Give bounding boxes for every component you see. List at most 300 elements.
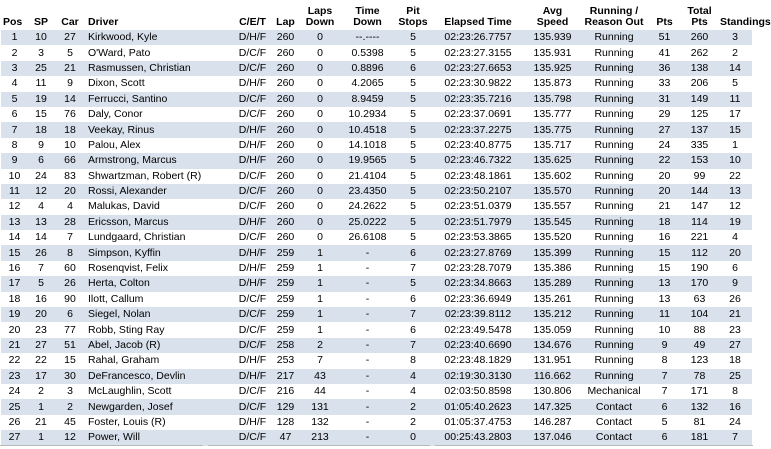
- cell-cet: D/C/F: [234, 430, 271, 445]
- cell-elapsed-time: 02:23:40.8775: [431, 138, 525, 153]
- cell-pit-stops: 5: [395, 45, 431, 60]
- cell-driver: Power, Will: [86, 430, 234, 445]
- cell-lap: 260: [271, 199, 300, 214]
- cell-total-pts: 262: [681, 45, 718, 60]
- cell-laps-down: 0: [300, 92, 340, 107]
- cell-pos: 14: [1, 230, 28, 245]
- cell-lap: 259: [271, 261, 300, 276]
- col-status-line2: Reason Out: [584, 16, 644, 28]
- col-total-pts-line1: Total: [687, 5, 712, 17]
- col-time-down-line1: Time: [355, 5, 380, 17]
- cell-pts: 33: [648, 76, 681, 91]
- cell-status: Mechanical: [580, 384, 648, 399]
- cell-sp: 6: [28, 153, 54, 168]
- cell-avg-speed: 137.046: [525, 430, 580, 445]
- cell-elapsed-time: 02:23:48.1861: [431, 169, 525, 184]
- cell-sp: 21: [28, 415, 54, 430]
- cell-laps-down: 0: [300, 169, 340, 184]
- table-row[interactable]: [1, 307, 752, 322]
- table-row[interactable]: [1, 92, 752, 107]
- cell-sp: 12: [28, 184, 54, 199]
- cell-lap: 260: [271, 61, 300, 76]
- cell-avg-speed: 135.717: [525, 138, 580, 153]
- cell-sp: 9: [28, 138, 54, 153]
- cell-pts: 5: [648, 415, 681, 430]
- cell-lap: 260: [271, 92, 300, 107]
- table-row[interactable]: [1, 338, 752, 353]
- cell-lap: 260: [271, 230, 300, 245]
- cell-avg-speed: 131.951: [525, 353, 580, 368]
- cell-cet: D/C/F: [234, 169, 271, 184]
- cell-pit-stops: 5: [395, 92, 431, 107]
- cell-sp: 14: [28, 230, 54, 245]
- cell-avg-speed: 135.545: [525, 215, 580, 230]
- cell-car: 26: [54, 276, 86, 291]
- cell-pos: 23: [1, 369, 28, 384]
- cell-time-down: 25.0222: [340, 215, 395, 230]
- cell-car: 45: [54, 415, 86, 430]
- cell-elapsed-time: 02:23:50.2107: [431, 184, 525, 199]
- cell-time-down: 26.6108: [340, 230, 395, 245]
- cell-avg-speed: 130.806: [525, 384, 580, 399]
- cell-lap: 129: [271, 399, 300, 414]
- cell-pos: 10: [1, 169, 28, 184]
- cell-sp: 17: [28, 369, 54, 384]
- cell-elapsed-time: 02:23:39.8112: [431, 307, 525, 322]
- cell-driver: Malukas, David: [86, 199, 234, 214]
- cell-sp: 3: [28, 45, 54, 60]
- footer-divider: [208, 445, 430, 446]
- cell-laps-down: 44: [300, 384, 340, 399]
- col-laps-down[interactable]: [300, 3, 340, 30]
- cell-cet: D/C/F: [234, 199, 271, 214]
- cell-pit-stops: 5: [395, 199, 431, 214]
- cell-status: Running: [580, 107, 648, 122]
- cell-lap: 259: [271, 322, 300, 337]
- cell-pts: 24: [648, 138, 681, 153]
- cell-time-down: -: [340, 399, 395, 414]
- cell-sp: 25: [28, 61, 54, 76]
- cell-pit-stops: 5: [395, 122, 431, 137]
- cell-cet: D/C/F: [234, 292, 271, 307]
- cell-status: Running: [580, 307, 648, 322]
- cell-cet: D/C/F: [234, 107, 271, 122]
- cell-standings: 18: [718, 353, 752, 368]
- cell-pit-stops: 2: [395, 415, 431, 430]
- cell-driver: Newgarden, Josef: [86, 399, 234, 414]
- cell-cet: D/C/F: [234, 307, 271, 322]
- table-row[interactable]: [1, 276, 752, 291]
- cell-standings: 24: [718, 415, 752, 430]
- table-row[interactable]: [1, 184, 752, 199]
- cell-sp: 1: [28, 430, 54, 445]
- cell-pit-stops: 5: [395, 138, 431, 153]
- cell-lap: 128: [271, 415, 300, 430]
- cell-laps-down: 43: [300, 369, 340, 384]
- table-row[interactable]: [1, 107, 752, 122]
- cell-car: 5: [54, 45, 86, 60]
- cell-status: Contact: [580, 415, 648, 430]
- cell-laps-down: 0: [300, 199, 340, 214]
- cell-avg-speed: 135.798: [525, 92, 580, 107]
- cell-lap: 216: [271, 384, 300, 399]
- cell-sp: 2: [28, 384, 54, 399]
- cell-pos: 6: [1, 107, 28, 122]
- cell-status: Running: [580, 276, 648, 291]
- col-time-down[interactable]: [340, 3, 395, 30]
- cell-pts: 8: [648, 353, 681, 368]
- col-pit-stops-line2: Stops: [398, 16, 428, 28]
- cell-sp: 13: [28, 215, 54, 230]
- table-row[interactable]: [1, 322, 752, 337]
- cell-lap: 260: [271, 169, 300, 184]
- cell-total-pts: 221: [681, 230, 718, 245]
- table-row[interactable]: [1, 399, 752, 414]
- cell-pit-stops: 7: [395, 261, 431, 276]
- cell-car: 28: [54, 215, 86, 230]
- cell-status: Running: [580, 76, 648, 91]
- cell-cet: D/H/F: [234, 122, 271, 137]
- cell-total-pts: 181: [681, 430, 718, 445]
- cell-lap: 260: [271, 107, 300, 122]
- cell-status: Running: [580, 199, 648, 214]
- table-row[interactable]: [1, 292, 752, 307]
- cell-standings: 14: [718, 61, 752, 76]
- cell-sp: 16: [28, 292, 54, 307]
- cell-pos: 19: [1, 307, 28, 322]
- cell-laps-down: 2: [300, 338, 340, 353]
- cell-sp: 7: [28, 261, 54, 276]
- cell-pit-stops: 5: [395, 153, 431, 168]
- cell-time-down: 0.5398: [340, 45, 395, 60]
- cell-standings: 27: [718, 338, 752, 353]
- table-row[interactable]: [1, 415, 752, 430]
- cell-total-pts: 78: [681, 369, 718, 384]
- cell-sp: 22: [28, 353, 54, 368]
- cell-pos: 2: [1, 45, 28, 60]
- cell-pos: 21: [1, 338, 28, 353]
- cell-cet: D/C/F: [234, 384, 271, 399]
- table-row[interactable]: [1, 369, 752, 384]
- cell-status: Contact: [580, 430, 648, 445]
- cell-time-down: 14.1018: [340, 138, 395, 153]
- cell-avg-speed: 135.520: [525, 230, 580, 245]
- cell-lap: 259: [271, 276, 300, 291]
- table-row[interactable]: [1, 153, 752, 168]
- cell-elapsed-time: 02:23:51.0379: [431, 199, 525, 214]
- cell-standings: 23: [718, 322, 752, 337]
- cell-pit-stops: 7: [395, 338, 431, 353]
- cell-status: Running: [580, 261, 648, 276]
- col-avg-speed-line1: Avg: [542, 5, 563, 17]
- cell-pos: 9: [1, 153, 28, 168]
- cell-laps-down: 1: [300, 245, 340, 260]
- cell-avg-speed: 135.602: [525, 169, 580, 184]
- cell-cet: D/H/F: [234, 369, 271, 384]
- cell-pit-stops: 6: [395, 322, 431, 337]
- cell-status: Running: [580, 61, 648, 76]
- cell-elapsed-time: 02:23:35.7216: [431, 92, 525, 107]
- cell-pts: 22: [648, 153, 681, 168]
- cell-standings: 1: [718, 138, 752, 153]
- table-row[interactable]: [1, 215, 752, 230]
- cell-elapsed-time: 02:23:48.1829: [431, 353, 525, 368]
- col-car[interactable]: Car: [61, 16, 79, 28]
- cell-pts: 15: [648, 261, 681, 276]
- cell-cet: D/H/F: [234, 138, 271, 153]
- cell-elapsed-time: 02:23:46.7322: [431, 153, 525, 168]
- cell-avg-speed: 135.775: [525, 122, 580, 137]
- cell-laps-down: 1: [300, 322, 340, 337]
- col-cet[interactable]: C/E/T: [239, 16, 266, 28]
- cell-car: 30: [54, 369, 86, 384]
- cell-driver: Veekay, Rinus: [86, 122, 234, 137]
- table-header: [1, 3, 771, 30]
- col-sp[interactable]: SP: [33, 16, 48, 28]
- cell-elapsed-time: 02:23:53.3865: [431, 230, 525, 245]
- cell-time-down: 8.9459: [340, 92, 395, 107]
- cell-laps-down: 0: [300, 184, 340, 199]
- cell-pts: 20: [648, 169, 681, 184]
- cell-lap: 259: [271, 307, 300, 322]
- cell-pts: 31: [648, 92, 681, 107]
- cell-sp: 26: [28, 245, 54, 260]
- footer-divider: [0, 445, 203, 446]
- col-pit-stops[interactable]: [395, 3, 431, 30]
- cell-pit-stops: 6: [395, 292, 431, 307]
- cell-time-down: -: [340, 261, 395, 276]
- cell-pts: 7: [648, 384, 681, 399]
- cell-avg-speed: 135.931: [525, 45, 580, 60]
- cell-avg-speed: 135.939: [525, 30, 580, 45]
- cell-driver: DeFrancesco, Devlin: [86, 369, 234, 384]
- table-row[interactable]: [1, 261, 752, 276]
- cell-standings: 11: [718, 92, 752, 107]
- cell-pts: 36: [648, 61, 681, 76]
- cell-standings: 20: [718, 245, 752, 260]
- cell-elapsed-time: 01:05:40.2623: [431, 399, 525, 414]
- cell-sp: 20: [28, 307, 54, 322]
- cell-avg-speed: 135.925: [525, 61, 580, 76]
- cell-driver: Kirkwood, Kyle: [86, 30, 234, 45]
- cell-elapsed-time: 02:23:34.8663: [431, 276, 525, 291]
- cell-pts: 10: [648, 322, 681, 337]
- table-row[interactable]: [1, 61, 752, 76]
- cell-pts: 16: [648, 230, 681, 245]
- cell-pit-stops: 5: [395, 107, 431, 122]
- cell-time-down: -: [340, 430, 395, 445]
- cell-sp: 11: [28, 76, 54, 91]
- cell-standings: 5: [718, 76, 752, 91]
- cell-laps-down: 213: [300, 430, 340, 445]
- cell-total-pts: 81: [681, 415, 718, 430]
- cell-car: 4: [54, 199, 86, 214]
- cell-avg-speed: 135.873: [525, 76, 580, 91]
- table-row[interactable]: [1, 76, 752, 91]
- cell-driver: Robb, Sting Ray: [86, 322, 234, 337]
- table-row[interactable]: [1, 30, 752, 45]
- cell-car: 51: [54, 338, 86, 353]
- cell-sp: 24: [28, 169, 54, 184]
- cell-time-down: 24.2622: [340, 199, 395, 214]
- cell-driver: McLaughlin, Scott: [86, 384, 234, 399]
- cell-pos: 25: [1, 399, 28, 414]
- cell-elapsed-time: 02:23:26.7757: [431, 30, 525, 45]
- cell-pos: 22: [1, 353, 28, 368]
- cell-laps-down: 0: [300, 153, 340, 168]
- cell-pos: 1: [1, 30, 28, 45]
- cell-sp: 23: [28, 322, 54, 337]
- cell-laps-down: 131: [300, 399, 340, 414]
- cell-pit-stops: 5: [395, 276, 431, 291]
- col-status-line1: Running /: [589, 5, 639, 17]
- cell-standings: 3: [718, 30, 752, 45]
- col-elapsed-time[interactable]: Elapsed Time: [444, 16, 512, 28]
- cell-status: Running: [580, 30, 648, 45]
- cell-standings: 15: [718, 122, 752, 137]
- cell-elapsed-time: 02:19:30.3130: [431, 369, 525, 384]
- cell-laps-down: 132: [300, 415, 340, 430]
- cell-pit-stops: 5: [395, 169, 431, 184]
- cell-pit-stops: 5: [395, 30, 431, 45]
- cell-laps-down: 0: [300, 30, 340, 45]
- cell-time-down: -: [340, 322, 395, 337]
- col-standings[interactable]: Standings: [720, 16, 771, 28]
- cell-total-pts: 335: [681, 138, 718, 153]
- cell-standings: 8: [718, 384, 752, 399]
- cell-total-pts: 190: [681, 261, 718, 276]
- cell-standings: 13: [718, 184, 752, 199]
- cell-pit-stops: 2: [395, 399, 431, 414]
- cell-time-down: 10.2934: [340, 107, 395, 122]
- cell-car: 66: [54, 153, 86, 168]
- cell-laps-down: 0: [300, 138, 340, 153]
- cell-lap: 258: [271, 338, 300, 353]
- table-row[interactable]: [1, 122, 752, 137]
- cell-status: Running: [580, 245, 648, 260]
- table-row[interactable]: [1, 45, 752, 60]
- cell-driver: Ferrucci, Santino: [86, 92, 234, 107]
- cell-total-pts: 206: [681, 76, 718, 91]
- cell-status: Running: [580, 338, 648, 353]
- cell-elapsed-time: 02:23:51.7979: [431, 215, 525, 230]
- cell-car: 77: [54, 322, 86, 337]
- cell-total-pts: 170: [681, 276, 718, 291]
- cell-avg-speed: 135.059: [525, 322, 580, 337]
- cell-time-down: 23.4350: [340, 184, 395, 199]
- col-lap[interactable]: Lap: [276, 16, 295, 28]
- cell-pts: 13: [648, 276, 681, 291]
- col-avg-speed[interactable]: [525, 3, 580, 30]
- cell-pos: 8: [1, 138, 28, 153]
- cell-pit-stops: 6: [395, 245, 431, 260]
- cell-pos: 27: [1, 430, 28, 445]
- cell-driver: Simpson, Kyffin: [86, 245, 234, 260]
- cell-cet: D/C/F: [234, 399, 271, 414]
- cell-pos: 12: [1, 199, 28, 214]
- cell-lap: 260: [271, 76, 300, 91]
- cell-cet: D/H/F: [234, 261, 271, 276]
- cell-pts: 21: [648, 199, 681, 214]
- cell-cet: D/C/F: [234, 230, 271, 245]
- table-row[interactable]: [1, 169, 752, 184]
- cell-cet: D/H/F: [234, 276, 271, 291]
- table-row[interactable]: [1, 245, 752, 260]
- cell-elapsed-time: 02:23:40.6690: [431, 338, 525, 353]
- cell-pos: 4: [1, 76, 28, 91]
- cell-pit-stops: 4: [395, 384, 431, 399]
- cell-status: Running: [580, 215, 648, 230]
- cell-avg-speed: 135.212: [525, 307, 580, 322]
- table-row[interactable]: [1, 384, 752, 399]
- cell-elapsed-time: 02:23:36.6949: [431, 292, 525, 307]
- cell-avg-speed: 116.662: [525, 369, 580, 384]
- cell-car: 3: [54, 384, 86, 399]
- cell-time-down: 19.9565: [340, 153, 395, 168]
- cell-total-pts: 99: [681, 169, 718, 184]
- cell-standings: 9: [718, 276, 752, 291]
- cell-elapsed-time: 02:23:27.8769: [431, 245, 525, 260]
- cell-pts: 15: [648, 245, 681, 260]
- cell-standings: 4: [718, 230, 752, 245]
- cell-standings: 17: [718, 107, 752, 122]
- cell-driver: Rahal, Graham: [86, 353, 234, 368]
- cell-time-down: -: [340, 245, 395, 260]
- table-body: [1, 30, 752, 446]
- cell-total-pts: 149: [681, 92, 718, 107]
- cell-pts: 6: [648, 430, 681, 445]
- cell-time-down: -: [340, 353, 395, 368]
- cell-total-pts: 153: [681, 153, 718, 168]
- cell-pts: 51: [648, 30, 681, 45]
- col-status[interactable]: [580, 3, 648, 30]
- table-row[interactable]: [1, 230, 752, 245]
- cell-total-pts: 260: [681, 30, 718, 45]
- cell-standings: 2: [718, 45, 752, 60]
- cell-status: Running: [580, 322, 648, 337]
- cell-total-pts: 147: [681, 199, 718, 214]
- col-driver[interactable]: Driver: [88, 16, 119, 28]
- cell-standings: 16: [718, 399, 752, 414]
- cell-elapsed-time: 01:05:37.4753: [431, 415, 525, 430]
- cell-total-pts: 137: [681, 122, 718, 137]
- cell-sp: 10: [28, 30, 54, 45]
- table-row[interactable]: [1, 199, 752, 214]
- cell-standings: 19: [718, 215, 752, 230]
- cell-avg-speed: 134.676: [525, 338, 580, 353]
- cell-elapsed-time: 02:23:27.3155: [431, 45, 525, 60]
- cell-car: 83: [54, 169, 86, 184]
- cell-avg-speed: 135.557: [525, 199, 580, 214]
- col-total-pts[interactable]: [681, 3, 718, 30]
- table-row[interactable]: [1, 430, 752, 445]
- cell-pts: 11: [648, 307, 681, 322]
- col-pts[interactable]: Pts: [656, 16, 673, 28]
- cell-status: Running: [580, 138, 648, 153]
- cell-lap: 260: [271, 153, 300, 168]
- cell-pts: 9: [648, 338, 681, 353]
- table-row[interactable]: [1, 138, 752, 153]
- cell-total-pts: 132: [681, 399, 718, 414]
- col-pos[interactable]: Pos: [3, 16, 23, 28]
- cell-pit-stops: 6: [395, 61, 431, 76]
- cell-car: 90: [54, 292, 86, 307]
- cell-standings: 21: [718, 307, 752, 322]
- cell-avg-speed: 146.287: [525, 415, 580, 430]
- cell-car: 6: [54, 307, 86, 322]
- cell-driver: Palou, Alex: [86, 138, 234, 153]
- table-row[interactable]: [1, 353, 752, 368]
